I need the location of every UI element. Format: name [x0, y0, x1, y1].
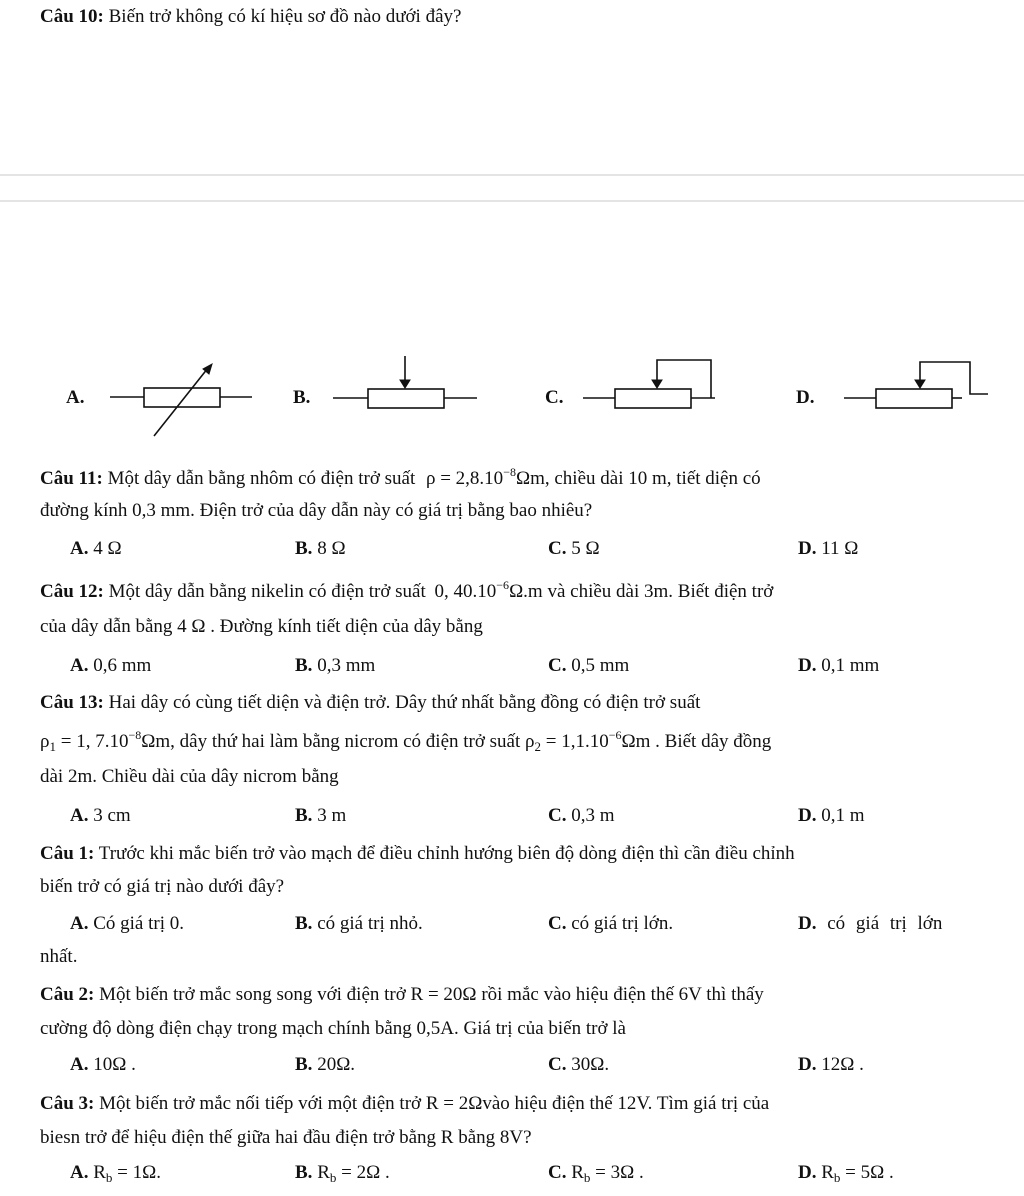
option-a[interactable]: [70, 1162, 161, 1186]
question-text: Hai dây có cùng tiết diện và điện trở. Dây thứ nhất bằng đồng có điện trở suất: [108, 692, 701, 713]
option-d[interactable]: [798, 1054, 864, 1076]
question-1: [40, 843, 795, 865]
option-a[interactable]: [70, 655, 151, 677]
option-b[interactable]: [295, 805, 346, 827]
option-text: = 2Ω .: [336, 1162, 390, 1183]
question-text: Biến trở không có kí hiệu sơ đồ nào dưới đây?: [108, 6, 462, 27]
option-text: 8 Ω: [317, 538, 346, 559]
option-letter: A.: [70, 805, 89, 826]
subscript: b: [833, 1170, 841, 1185]
option-c[interactable]: [548, 1162, 644, 1186]
question-text: Một dây dẫn bằng nikelin có điện trở suất: [108, 581, 426, 602]
option-text: có giá trị nhỏ.: [317, 913, 423, 934]
resistivity-value: 0, 40.10: [434, 581, 497, 602]
option-c[interactable]: [548, 805, 615, 827]
question-11-line2: đường kính 0,3 mm. Điện trở của dây dẫn này có giá trị bằng bao nhiêu?: [40, 500, 593, 521]
question-text: Một biến trở mắc song song với điện trở: [99, 984, 406, 1005]
option-c[interactable]: [548, 1054, 609, 1076]
question-10: [40, 6, 461, 28]
question-text: dây thứ hai làm bằng nicrom có điện trở suất: [179, 731, 521, 752]
question-text: và chiều dài 3m. Biết điện trở: [547, 581, 774, 602]
option-text: 0,5 mm: [571, 655, 630, 676]
question-3-line2: biesn trở để hiệu điện thế giữa hai đầu điện trở bằng R bằng 8V?: [40, 1127, 532, 1148]
question-text: vào hiệu điện thế 12V. Tìm giá trị của: [482, 1093, 770, 1114]
option-letter: C.: [548, 1054, 567, 1075]
option-letter: B.: [295, 538, 313, 559]
option-a-letter: A.: [66, 387, 85, 408]
unit: Ωm: [621, 731, 651, 752]
divider: [0, 200, 1024, 202]
option-letter: B.: [295, 913, 313, 934]
option-text: Có giá trị 0.: [93, 913, 185, 934]
question-label: Câu 3:: [40, 1093, 95, 1114]
option-a[interactable]: [70, 1054, 136, 1076]
option-b[interactable]: [295, 1054, 355, 1076]
question-13: [40, 692, 700, 714]
option-b[interactable]: [295, 913, 423, 935]
resistor-with-slider-bent-icon: [838, 350, 998, 420]
option-letter: A.: [70, 1054, 89, 1075]
resistor-with-slider-loop-icon: [575, 350, 735, 420]
rb-symbol: R: [571, 1162, 584, 1183]
option-d-letter: D.: [796, 387, 815, 408]
resistance-value: R = 20Ω: [410, 984, 477, 1005]
option-a[interactable]: [70, 913, 184, 935]
option-letter: B.: [295, 655, 313, 676]
option-text: 0,3 mm: [317, 655, 376, 676]
option-letter: C.: [548, 538, 567, 559]
option-text: 0,1 mm: [821, 655, 880, 676]
option-letter: B.: [295, 1162, 313, 1183]
option-a[interactable]: [70, 538, 122, 560]
option-text: 0,3 m: [571, 805, 615, 826]
unit: Ωm,: [515, 468, 550, 489]
option-letter: C.: [548, 1162, 567, 1183]
option-text: 4 Ω: [93, 538, 122, 559]
option-letter: D.: [798, 538, 817, 559]
option-a[interactable]: [70, 805, 131, 827]
option-text: = 5Ω .: [840, 1162, 894, 1183]
question-text: chiều dài 10 m, tiết diện có: [554, 468, 761, 489]
question-12-line2: của dây dẫn bằng 4 Ω . Đường kính tiết diện của dây bằng: [40, 616, 483, 637]
question-text: Một dây dẫn bằng nhôm có điện trở suất: [107, 468, 416, 489]
question-text: . Biết dây đồng: [655, 731, 772, 752]
option-letter: D.: [798, 805, 817, 826]
option-b[interactable]: [295, 538, 346, 560]
option-text: 10Ω .: [93, 1054, 136, 1075]
option-letter: C.: [548, 655, 567, 676]
option-d[interactable]: [798, 538, 858, 560]
option-c[interactable]: [548, 655, 629, 677]
option-d-wrap: nhất.: [40, 946, 78, 967]
question-3: [40, 1093, 769, 1115]
option-text: = 1Ω.: [112, 1162, 162, 1183]
resistance-value: R = 2Ω: [425, 1093, 483, 1114]
subscript: b: [105, 1170, 113, 1185]
unit: Ω.m: [509, 581, 543, 602]
question-label: Câu 1:: [40, 843, 95, 864]
resistivity-value: = 1,1.10: [541, 731, 609, 752]
option-text: 12Ω .: [821, 1054, 864, 1075]
question-text: rồi mắc vào hiệu điện thế 6V thì thấy: [481, 984, 764, 1005]
option-letter: A.: [70, 655, 89, 676]
exponent: −6: [496, 578, 510, 592]
option-d[interactable]: [798, 1162, 894, 1186]
question-2-line2: cường độ dòng điện chạy trong mạch chính bằng 0,5A. Giá trị của biến trở là: [40, 1018, 626, 1039]
option-letter: A.: [70, 1162, 89, 1183]
question-label: Câu 13:: [40, 692, 104, 713]
exponent: −8: [128, 728, 142, 742]
resistor-with-down-arrow-icon: [325, 350, 485, 420]
option-letter: A.: [70, 913, 89, 934]
exponent: −8: [503, 465, 516, 479]
option-b-letter: B.: [293, 387, 311, 408]
option-text: 30Ω.: [571, 1054, 610, 1075]
option-d[interactable]: [798, 913, 942, 935]
rb-symbol: R: [821, 1162, 834, 1183]
rho-symbol: ρ: [40, 731, 50, 752]
rb-symbol: R: [93, 1162, 106, 1183]
unit: Ωm,: [141, 731, 175, 752]
rb-symbol: R: [317, 1162, 330, 1183]
subscript: b: [583, 1170, 591, 1185]
option-letter: A.: [70, 538, 89, 559]
question-2: [40, 984, 764, 1006]
option-text: có giá trị lớn: [827, 913, 943, 934]
option-c-letter: C.: [545, 387, 564, 408]
option-text: 3 m: [317, 805, 347, 826]
subscript: 1: [49, 739, 56, 754]
option-b[interactable]: [295, 1162, 390, 1186]
option-letter: D.: [798, 1162, 817, 1183]
option-text: 11 Ω: [821, 538, 859, 559]
subscript: b: [329, 1170, 337, 1185]
option-text: 3 cm: [93, 805, 131, 826]
question-13-line3: dài 2m. Chiều dài của dây nicrom bằng: [40, 766, 339, 787]
option-letter: C.: [548, 913, 567, 934]
question-text: Trước khi mắc biến trở vào mạch để điều chỉnh hướng biên độ dòng điện thì cần điều chỉnh: [98, 843, 795, 864]
option-letter: D.: [798, 913, 817, 934]
question-label: Câu 10:: [40, 6, 104, 27]
option-letter: D.: [798, 1054, 817, 1075]
option-text: có giá trị lớn.: [571, 913, 674, 934]
question-1-line2: biến trở có giá trị nào dưới đây?: [40, 876, 285, 897]
option-text: 20Ω.: [317, 1054, 356, 1075]
question-label: Câu 12:: [40, 581, 104, 602]
option-text: = 3Ω .: [590, 1162, 644, 1183]
question-12: [40, 578, 773, 603]
option-b[interactable]: [295, 655, 375, 677]
option-letter: C.: [548, 805, 567, 826]
resistivity-value: = 1, 7.10: [55, 731, 129, 752]
subscript: 2: [534, 739, 541, 754]
question-13-line2: [40, 728, 771, 755]
option-d[interactable]: [798, 655, 879, 677]
option-text: 0,6 mm: [93, 655, 152, 676]
exponent: −6: [608, 728, 622, 742]
question-11: [40, 465, 761, 490]
question-label: Câu 11:: [40, 468, 103, 489]
option-text: 0,1 m: [821, 805, 865, 826]
option-c[interactable]: [548, 913, 673, 935]
option-letter: B.: [295, 1054, 313, 1075]
option-d[interactable]: [798, 805, 865, 827]
option-text: 5 Ω: [571, 538, 600, 559]
resistivity-value: ρ = 2,8.10: [425, 468, 504, 489]
divider: [0, 174, 1024, 176]
question-text: Một biến trở mắc nối tiếp với một điện trở: [99, 1093, 422, 1114]
rho-symbol: ρ: [525, 731, 535, 752]
question-label: Câu 2:: [40, 984, 95, 1005]
option-letter: D.: [798, 655, 817, 676]
option-letter: B.: [295, 805, 313, 826]
option-c[interactable]: [548, 538, 600, 560]
resistor-with-diagonal-arrow-icon: [100, 360, 260, 440]
